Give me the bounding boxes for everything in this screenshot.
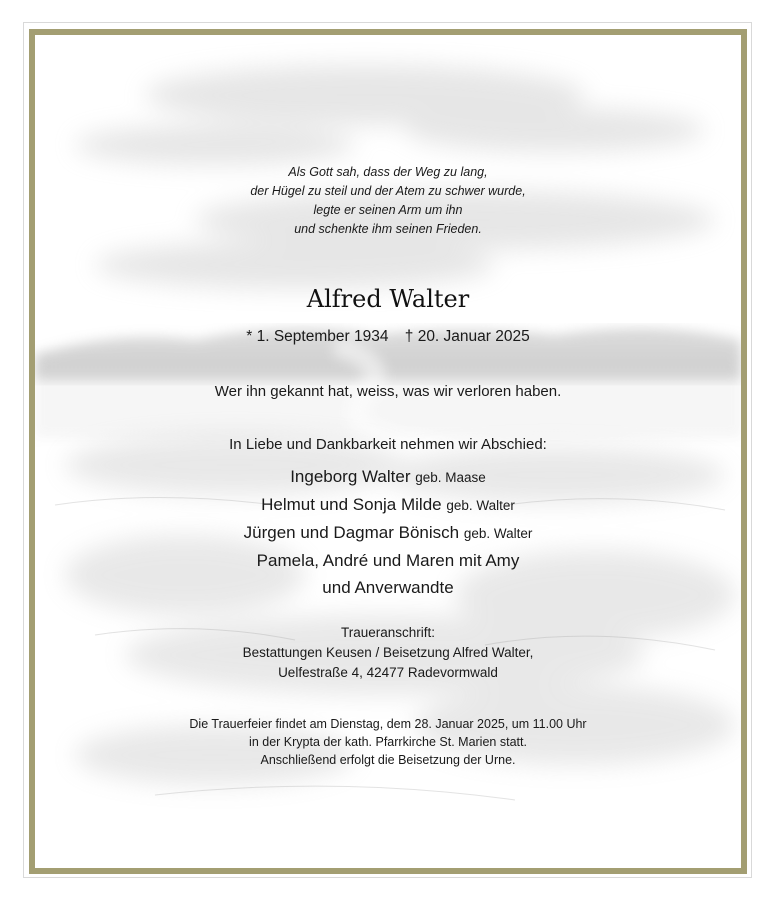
mourner-entry (35, 574, 741, 601)
mourner-name: Pamela, André und Maren mit Amy (256, 551, 520, 570)
memorial-quote: Wer ihn gekannt hat, weiss, was wir verloren haben. (214, 383, 562, 400)
mourner-name: Jürgen und Dagmar Bönisch (243, 523, 460, 542)
ceremony-line: Anschließend erfolgt die Beisetzung der Urne. (260, 753, 516, 767)
mourner-entry (35, 463, 741, 491)
farewell-intro: In Liebe und Dankbarkeit nehmen wir Abschied: (229, 436, 547, 453)
life-dates (35, 328, 741, 346)
deceased-name: Alfred Walter (306, 285, 470, 313)
mourner-birth-name: geb. Maase (415, 470, 486, 485)
birth-date: * 1. September 1934 (246, 328, 389, 345)
mourner-entry (35, 547, 741, 574)
ceremony-info (35, 715, 741, 769)
mourners-list (35, 463, 741, 601)
ceremony-line: Die Trauerfeier findet am Dienstag, dem 28. Januar 2025, um 11.00 Uhr (189, 717, 587, 731)
poem-line: Als Gott sah, dass der Weg zu lang, (288, 165, 488, 179)
mourner-name: Ingeborg Walter (290, 467, 411, 486)
poem-line: legte er seinen Arm um ihn (313, 203, 463, 217)
mourner-birth-name: geb. Walter (446, 498, 515, 513)
poem-line: und schenkte ihm seinen Frieden. (294, 222, 482, 236)
address-line: Uelfestraße 4, 42477 Radevormwald (278, 665, 498, 680)
death-date: † 20. Januar 2025 (404, 328, 530, 345)
mourner-entry (35, 519, 741, 547)
address-line: Bestattungen Keusen / Beisetzung Alfred Walter, (242, 645, 534, 660)
mourner-name: und Anverwandte (322, 578, 454, 597)
condolence-address (35, 623, 741, 683)
mourner-name: Helmut und Sonja Milde (261, 495, 442, 514)
mourner-entry (35, 491, 741, 519)
poem-line: der Hügel zu steil und der Atem zu schwer wurde, (250, 184, 526, 198)
obituary-frame (29, 29, 747, 874)
memorial-poem (35, 163, 741, 239)
ceremony-line: in der Krypta der kath. Pfarrkirche St. Marien statt. (249, 735, 527, 749)
address-label: Traueranschrift: (340, 625, 436, 640)
mourner-birth-name: geb. Walter (463, 526, 533, 541)
